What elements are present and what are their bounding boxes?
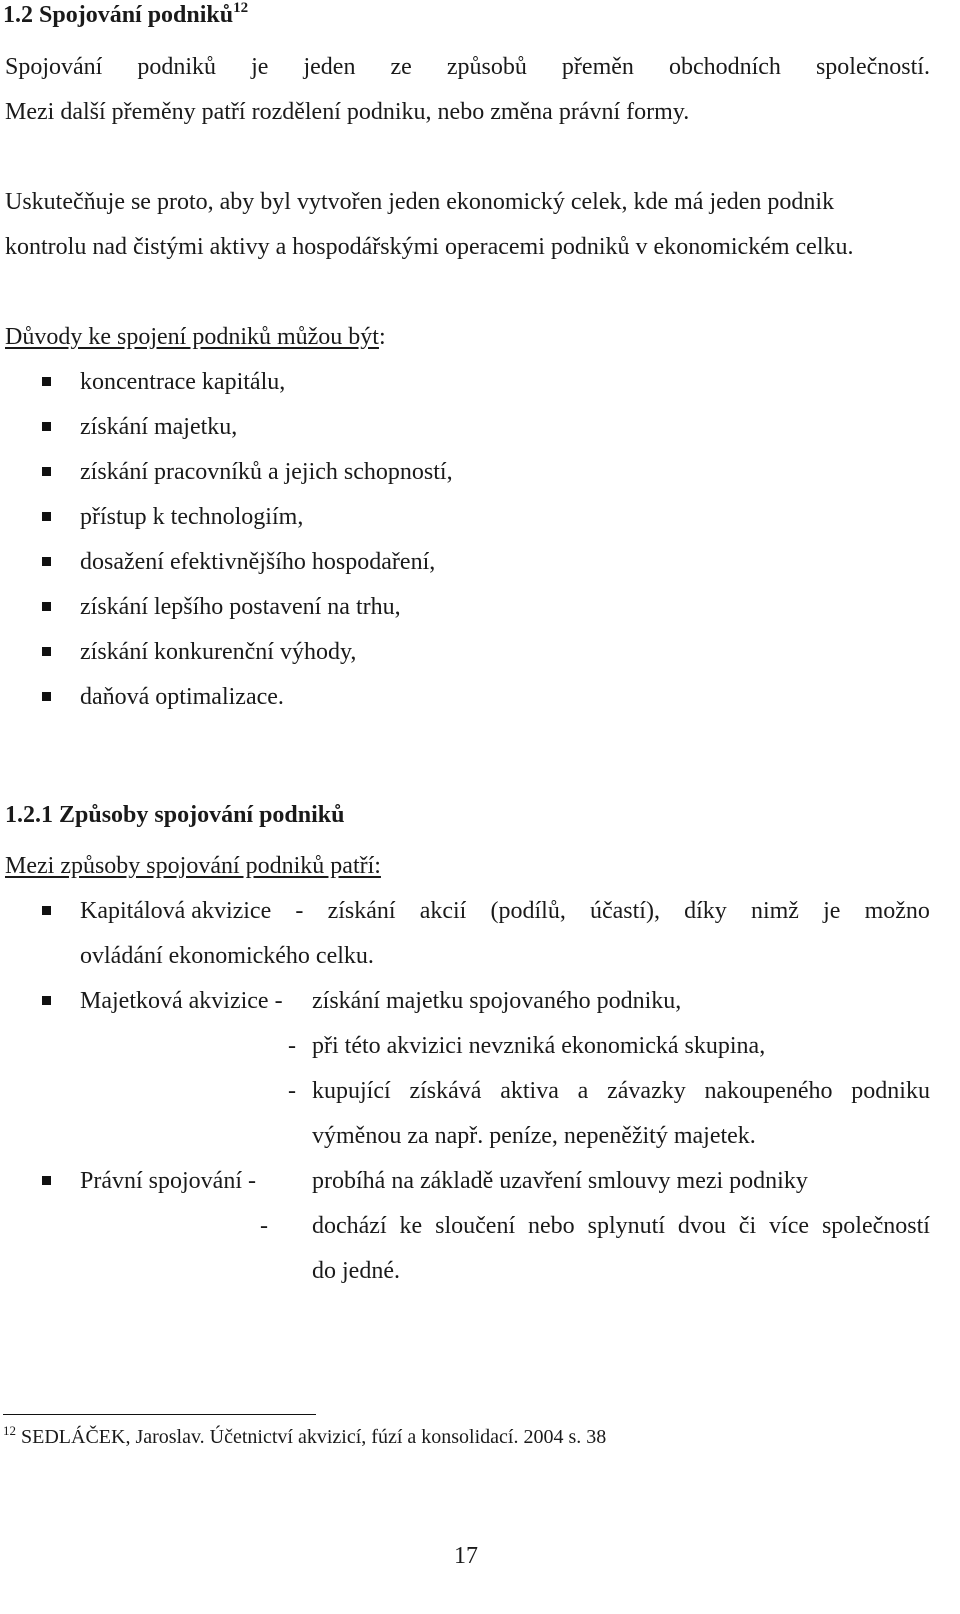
- bullet-icon: [42, 906, 51, 915]
- word: -: [295, 898, 304, 924]
- list-item: získání majetku,: [80, 414, 238, 440]
- subsection-heading: 1.2.1 Způsoby spojování podniků: [5, 802, 345, 828]
- bullet-icon: [42, 512, 51, 521]
- word: závazky: [607, 1078, 686, 1104]
- footnote-divider: [3, 1414, 316, 1415]
- reasons-intro: [5, 322, 386, 352]
- word: jeden: [303, 54, 356, 80]
- list-item: daňová optimalizace.: [80, 684, 284, 710]
- word: akcií: [419, 898, 467, 924]
- bullet-icon: [42, 377, 51, 386]
- word: či: [738, 1213, 757, 1239]
- word: nebo: [528, 1213, 575, 1239]
- word: dochází: [312, 1213, 387, 1239]
- word: obchodních: [668, 54, 781, 80]
- bullet-icon: [42, 467, 51, 476]
- asset-dash: -: [288, 1033, 296, 1059]
- word: způsobů: [446, 54, 527, 80]
- page-number: 17: [454, 1543, 478, 1569]
- bullet-icon: [42, 996, 51, 1005]
- word: získání: [327, 898, 396, 924]
- capital-acquisition-line-2: ovládání ekonomického celku.: [80, 943, 374, 969]
- bullet-icon: [42, 1176, 51, 1185]
- word: podniku: [851, 1078, 930, 1104]
- reasons-intro-colon: :: [378, 324, 386, 350]
- legal-merger-item-2-line-1: [312, 1211, 930, 1241]
- list-item: získání lepšího postavení na trhu,: [80, 594, 401, 620]
- word: aktiva: [500, 1078, 559, 1104]
- list-item: přístup k technologiím,: [80, 504, 304, 530]
- asset-acquisition-item-3-line-1: [312, 1076, 930, 1106]
- legal-merger-item-2-line-2: do jedné.: [312, 1258, 400, 1284]
- word: splynutí: [587, 1213, 665, 1239]
- list-item: získání pracovníků a jejich schopností,: [80, 459, 453, 485]
- footnote-text: SEDLÁČEK, Jaroslav. Účetnictví akvizicí, fúzí a konsolidací. 2004 s. 38: [21, 1426, 607, 1448]
- word: účastí),: [589, 898, 660, 924]
- paragraph-2-line-2: kontrolu nad čistými aktivy a hospodářskými operacemi podniků v ekonomickém celku.: [5, 234, 854, 260]
- asset-acquisition-item-3-line-2: výměnou za např. peníze, nepeněžitý majetek.: [312, 1123, 756, 1149]
- word: sloučení: [435, 1213, 516, 1239]
- word: ze: [390, 54, 412, 80]
- asset-acquisition-item-1: získání majetku spojovaného podniku,: [312, 988, 682, 1014]
- word: je: [823, 898, 841, 924]
- footnote-ref: 12: [233, 0, 249, 16]
- asset-acquisition-label: Majetková akvizice -: [80, 988, 283, 1014]
- bullet-icon: [42, 602, 51, 611]
- reasons-intro-text: Důvody ke spojení podniků můžou být: [5, 324, 379, 350]
- word: společností.: [815, 54, 930, 80]
- list-item: koncentrace kapitálu,: [80, 369, 286, 395]
- word: společností: [821, 1213, 930, 1239]
- word: kupující: [312, 1078, 391, 1104]
- bullet-icon: [42, 692, 51, 701]
- word: nakoupeného: [704, 1078, 833, 1104]
- word: možno: [864, 898, 930, 924]
- word: je: [251, 54, 269, 80]
- paragraph-1-line-2: Mezi další přeměny patří rozdělení podniku, nebo změna právní formy.: [5, 99, 690, 125]
- asset-acquisition-item-2: při této akvizici nevzniká ekonomická skupina,: [312, 1033, 766, 1059]
- word: podniků: [137, 54, 217, 80]
- bullet-icon: [42, 647, 51, 656]
- bullet-icon: [42, 422, 51, 431]
- list-item: dosažení efektivnějšího hospodaření,: [80, 549, 436, 575]
- list-item: získání konkurenční výhody,: [80, 639, 357, 665]
- section-heading: [3, 0, 248, 30]
- capital-acquisition-label: Kapitálová akvizice: [80, 898, 272, 924]
- footnote: [3, 1424, 606, 1450]
- word: a: [577, 1078, 589, 1104]
- bullet-icon: [42, 557, 51, 566]
- word: více: [769, 1213, 810, 1239]
- subsection-intro: Mezi způsoby spojování podniků patří:: [5, 853, 381, 879]
- word: nimž: [750, 898, 799, 924]
- word: dvou: [677, 1213, 726, 1239]
- word: získává: [409, 1078, 482, 1104]
- paragraph-2-line-1: Uskutečňuje se proto, aby byl vytvořen jeden ekonomický celek, kde má jeden podnik: [5, 189, 835, 215]
- legal-merger-item-1: probíhá na základě uzavření smlouvy mezi podniky: [312, 1168, 808, 1194]
- legal-dash: -: [260, 1213, 268, 1239]
- legal-merger-label: Právní spojování -: [80, 1168, 256, 1194]
- footnote-number: 12: [3, 1423, 16, 1438]
- word: (podílů,: [490, 898, 566, 924]
- word: přeměn: [561, 54, 634, 80]
- asset-dash: -: [288, 1078, 296, 1104]
- word: díky: [684, 898, 727, 924]
- section-heading-text: 1.2 Spojování podniků: [3, 2, 234, 28]
- capital-acquisition-line-1: [80, 896, 930, 926]
- paragraph-1-line-1: [5, 52, 930, 82]
- word: Spojování: [5, 54, 103, 80]
- word: ke: [399, 1213, 423, 1239]
